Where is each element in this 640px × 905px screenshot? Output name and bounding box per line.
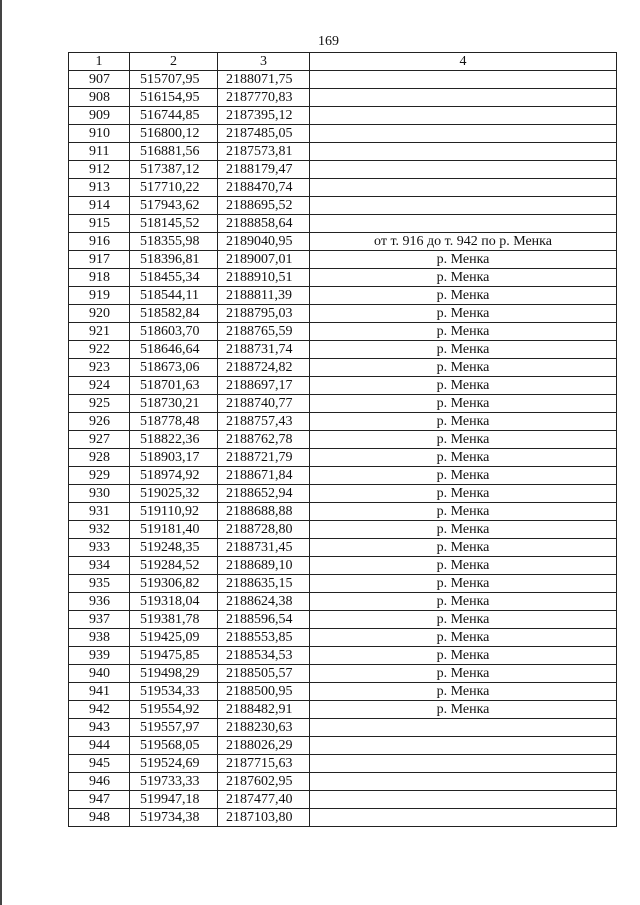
table-row [69,341,617,359]
y-coordinate-cell: 2187395,12 [218,107,310,125]
point-number-cell: 915 [69,215,130,233]
point-number-cell: 947 [69,791,130,809]
table-row [69,521,617,539]
x-coordinate-cell: 516881,56 [130,143,218,161]
x-coordinate-cell: 519557,97 [130,719,218,737]
table-row [69,431,617,449]
description-cell: р. Менка [310,629,617,647]
x-coordinate-cell: 516154,95 [130,89,218,107]
y-coordinate-cell: 2188858,64 [218,215,310,233]
point-number-cell: 945 [69,755,130,773]
table-row [69,71,617,89]
y-coordinate-cell: 2188026,29 [218,737,310,755]
table-header-row [69,53,617,71]
x-coordinate-cell: 518903,17 [130,449,218,467]
y-coordinate-cell: 2187602,95 [218,773,310,791]
point-number-cell: 933 [69,539,130,557]
x-coordinate-cell: 519025,32 [130,485,218,503]
y-coordinate-cell: 2187770,83 [218,89,310,107]
description-cell: р. Менка [310,521,617,539]
x-coordinate-cell: 518730,21 [130,395,218,413]
table-row [69,197,617,215]
y-coordinate-cell: 2188697,17 [218,377,310,395]
table-row [69,251,617,269]
x-coordinate-cell: 519498,29 [130,665,218,683]
y-coordinate-cell: 2187103,80 [218,809,310,827]
point-number-cell: 918 [69,269,130,287]
x-coordinate-cell: 518778,48 [130,413,218,431]
point-number-cell: 936 [69,593,130,611]
point-number-cell: 910 [69,125,130,143]
table-row [69,287,617,305]
y-coordinate-cell: 2188910,51 [218,269,310,287]
x-coordinate-cell: 515707,95 [130,71,218,89]
x-coordinate-cell: 519248,35 [130,539,218,557]
y-coordinate-cell: 2188505,57 [218,665,310,683]
table-body [69,71,617,827]
table-row [69,395,617,413]
y-coordinate-cell: 2188553,85 [218,629,310,647]
y-coordinate-cell: 2188795,03 [218,305,310,323]
table-row [69,719,617,737]
description-cell: р. Менка [310,485,617,503]
y-coordinate-cell: 2188721,79 [218,449,310,467]
description-cell [310,809,617,827]
y-coordinate-cell: 2188731,45 [218,539,310,557]
point-number-cell: 914 [69,197,130,215]
point-number-cell: 923 [69,359,130,377]
x-coordinate-cell: 518701,63 [130,377,218,395]
point-number-cell: 909 [69,107,130,125]
table-row [69,485,617,503]
description-cell: р. Менка [310,323,617,341]
y-coordinate-cell: 2188652,94 [218,485,310,503]
x-coordinate-cell: 518544,11 [130,287,218,305]
y-coordinate-cell: 2187485,05 [218,125,310,143]
table-row [69,611,617,629]
table-row [69,647,617,665]
y-coordinate-cell: 2188635,15 [218,575,310,593]
point-number-cell: 916 [69,233,130,251]
table-row [69,683,617,701]
table-row [69,737,617,755]
table-row [69,107,617,125]
description-cell: р. Менка [310,341,617,359]
y-coordinate-cell: 2188230,63 [218,719,310,737]
x-coordinate-cell: 518974,92 [130,467,218,485]
table-row [69,269,617,287]
x-coordinate-cell: 516800,12 [130,125,218,143]
table-row [69,593,617,611]
description-cell [310,755,617,773]
description-cell [310,71,617,89]
description-cell [310,719,617,737]
y-coordinate-cell: 2189007,01 [218,251,310,269]
point-number-cell: 946 [69,773,130,791]
point-number-cell: 929 [69,467,130,485]
table-row [69,809,617,827]
description-cell: р. Менка [310,305,617,323]
description-cell: р. Менка [310,503,617,521]
y-coordinate-cell: 2187573,81 [218,143,310,161]
description-cell: р. Менка [310,611,617,629]
description-cell: р. Менка [310,431,617,449]
point-number-cell: 928 [69,449,130,467]
description-cell [310,179,617,197]
point-number-cell: 908 [69,89,130,107]
table-row [69,791,617,809]
point-number-cell: 931 [69,503,130,521]
description-cell [310,215,617,233]
point-number-cell: 943 [69,719,130,737]
column-header-point-number: 1 [69,53,130,71]
x-coordinate-cell: 518396,81 [130,251,218,269]
table-row [69,161,617,179]
point-number-cell: 938 [69,629,130,647]
description-cell: р. Менка [310,287,617,305]
description-cell [310,773,617,791]
y-coordinate-cell: 2188724,82 [218,359,310,377]
table-row [69,125,617,143]
y-coordinate-cell: 2188688,88 [218,503,310,521]
y-coordinate-cell: 2188071,75 [218,71,310,89]
x-coordinate-cell: 517387,12 [130,161,218,179]
description-cell [310,737,617,755]
description-cell: р. Менка [310,593,617,611]
point-number-cell: 924 [69,377,130,395]
description-cell: р. Менка [310,665,617,683]
x-coordinate-cell: 519734,38 [130,809,218,827]
point-number-cell: 930 [69,485,130,503]
table-row [69,359,617,377]
description-cell: р. Менка [310,647,617,665]
coordinates-table [68,52,617,827]
x-coordinate-cell: 519381,78 [130,611,218,629]
point-number-cell: 926 [69,413,130,431]
x-coordinate-cell: 519568,05 [130,737,218,755]
description-cell [310,161,617,179]
description-cell: р. Менка [310,557,617,575]
point-number-cell: 934 [69,557,130,575]
table-row [69,575,617,593]
description-cell: р. Менка [310,413,617,431]
point-number-cell: 935 [69,575,130,593]
description-cell: р. Менка [310,575,617,593]
y-coordinate-cell: 2188765,59 [218,323,310,341]
table-row [69,143,617,161]
description-cell: р. Менка [310,701,617,719]
y-coordinate-cell: 2188482,91 [218,701,310,719]
point-number-cell: 912 [69,161,130,179]
point-number-cell: 948 [69,809,130,827]
x-coordinate-cell: 519554,92 [130,701,218,719]
table-row [69,665,617,683]
table-row [69,449,617,467]
description-cell [310,125,617,143]
description-cell: р. Менка [310,359,617,377]
x-coordinate-cell: 518646,64 [130,341,218,359]
point-number-cell: 911 [69,143,130,161]
table-row [69,305,617,323]
point-number-cell: 907 [69,71,130,89]
description-cell: от т. 916 до т. 942 по р. Менка [310,233,617,251]
table-row [69,503,617,521]
y-coordinate-cell: 2188728,80 [218,521,310,539]
point-number-cell: 941 [69,683,130,701]
y-coordinate-cell: 2188624,38 [218,593,310,611]
x-coordinate-cell: 519475,85 [130,647,218,665]
description-cell: р. Менка [310,683,617,701]
column-header-y: 3 [218,53,310,71]
x-coordinate-cell: 516744,85 [130,107,218,125]
table-row [69,413,617,431]
point-number-cell: 921 [69,323,130,341]
x-coordinate-cell: 518455,34 [130,269,218,287]
x-coordinate-cell: 518822,36 [130,431,218,449]
description-cell: р. Менка [310,395,617,413]
table-row [69,773,617,791]
point-number-cell: 925 [69,395,130,413]
y-coordinate-cell: 2188500,95 [218,683,310,701]
description-cell: р. Менка [310,539,617,557]
table-row [69,215,617,233]
x-coordinate-cell: 519733,33 [130,773,218,791]
y-coordinate-cell: 2188179,47 [218,161,310,179]
table-row [69,179,617,197]
y-coordinate-cell: 2189040,95 [218,233,310,251]
x-coordinate-cell: 519425,09 [130,629,218,647]
page-number: 169 [318,34,339,49]
point-number-cell: 937 [69,611,130,629]
y-coordinate-cell: 2187477,40 [218,791,310,809]
page-edge-shadow [0,0,2,905]
description-cell: р. Менка [310,251,617,269]
description-cell [310,791,617,809]
point-number-cell: 920 [69,305,130,323]
y-coordinate-cell: 2188740,77 [218,395,310,413]
x-coordinate-cell: 519181,40 [130,521,218,539]
point-number-cell: 942 [69,701,130,719]
x-coordinate-cell: 517710,22 [130,179,218,197]
x-coordinate-cell: 519110,92 [130,503,218,521]
y-coordinate-cell: 2188762,78 [218,431,310,449]
description-cell [310,143,617,161]
x-coordinate-cell: 519284,52 [130,557,218,575]
x-coordinate-cell: 518145,52 [130,215,218,233]
point-number-cell: 917 [69,251,130,269]
y-coordinate-cell: 2188757,43 [218,413,310,431]
x-coordinate-cell: 518355,98 [130,233,218,251]
point-number-cell: 939 [69,647,130,665]
y-coordinate-cell: 2188695,52 [218,197,310,215]
x-coordinate-cell: 519524,69 [130,755,218,773]
point-number-cell: 913 [69,179,130,197]
description-cell [310,89,617,107]
table-row [69,467,617,485]
table-row [69,755,617,773]
description-cell [310,107,617,125]
description-cell [310,197,617,215]
y-coordinate-cell: 2188689,10 [218,557,310,575]
table-row [69,539,617,557]
point-number-cell: 932 [69,521,130,539]
y-coordinate-cell: 2188534,53 [218,647,310,665]
x-coordinate-cell: 518603,70 [130,323,218,341]
description-cell: р. Менка [310,377,617,395]
y-coordinate-cell: 2188671,84 [218,467,310,485]
x-coordinate-cell: 519947,18 [130,791,218,809]
description-cell: р. Менка [310,449,617,467]
x-coordinate-cell: 519534,33 [130,683,218,701]
y-coordinate-cell: 2188731,74 [218,341,310,359]
x-coordinate-cell: 518582,84 [130,305,218,323]
table-row [69,701,617,719]
column-header-description: 4 [310,53,617,71]
point-number-cell: 944 [69,737,130,755]
table-row [69,323,617,341]
point-number-cell: 922 [69,341,130,359]
column-header-x: 2 [130,53,218,71]
x-coordinate-cell: 519306,82 [130,575,218,593]
point-number-cell: 927 [69,431,130,449]
description-cell: р. Менка [310,467,617,485]
y-coordinate-cell: 2188470,74 [218,179,310,197]
table-row [69,629,617,647]
table-row [69,89,617,107]
point-number-cell: 919 [69,287,130,305]
x-coordinate-cell: 517943,62 [130,197,218,215]
x-coordinate-cell: 519318,04 [130,593,218,611]
x-coordinate-cell: 518673,06 [130,359,218,377]
description-cell: р. Менка [310,269,617,287]
table-row [69,557,617,575]
y-coordinate-cell: 2187715,63 [218,755,310,773]
table-row [69,377,617,395]
y-coordinate-cell: 2188811,39 [218,287,310,305]
y-coordinate-cell: 2188596,54 [218,611,310,629]
point-number-cell: 940 [69,665,130,683]
table-row [69,233,617,251]
